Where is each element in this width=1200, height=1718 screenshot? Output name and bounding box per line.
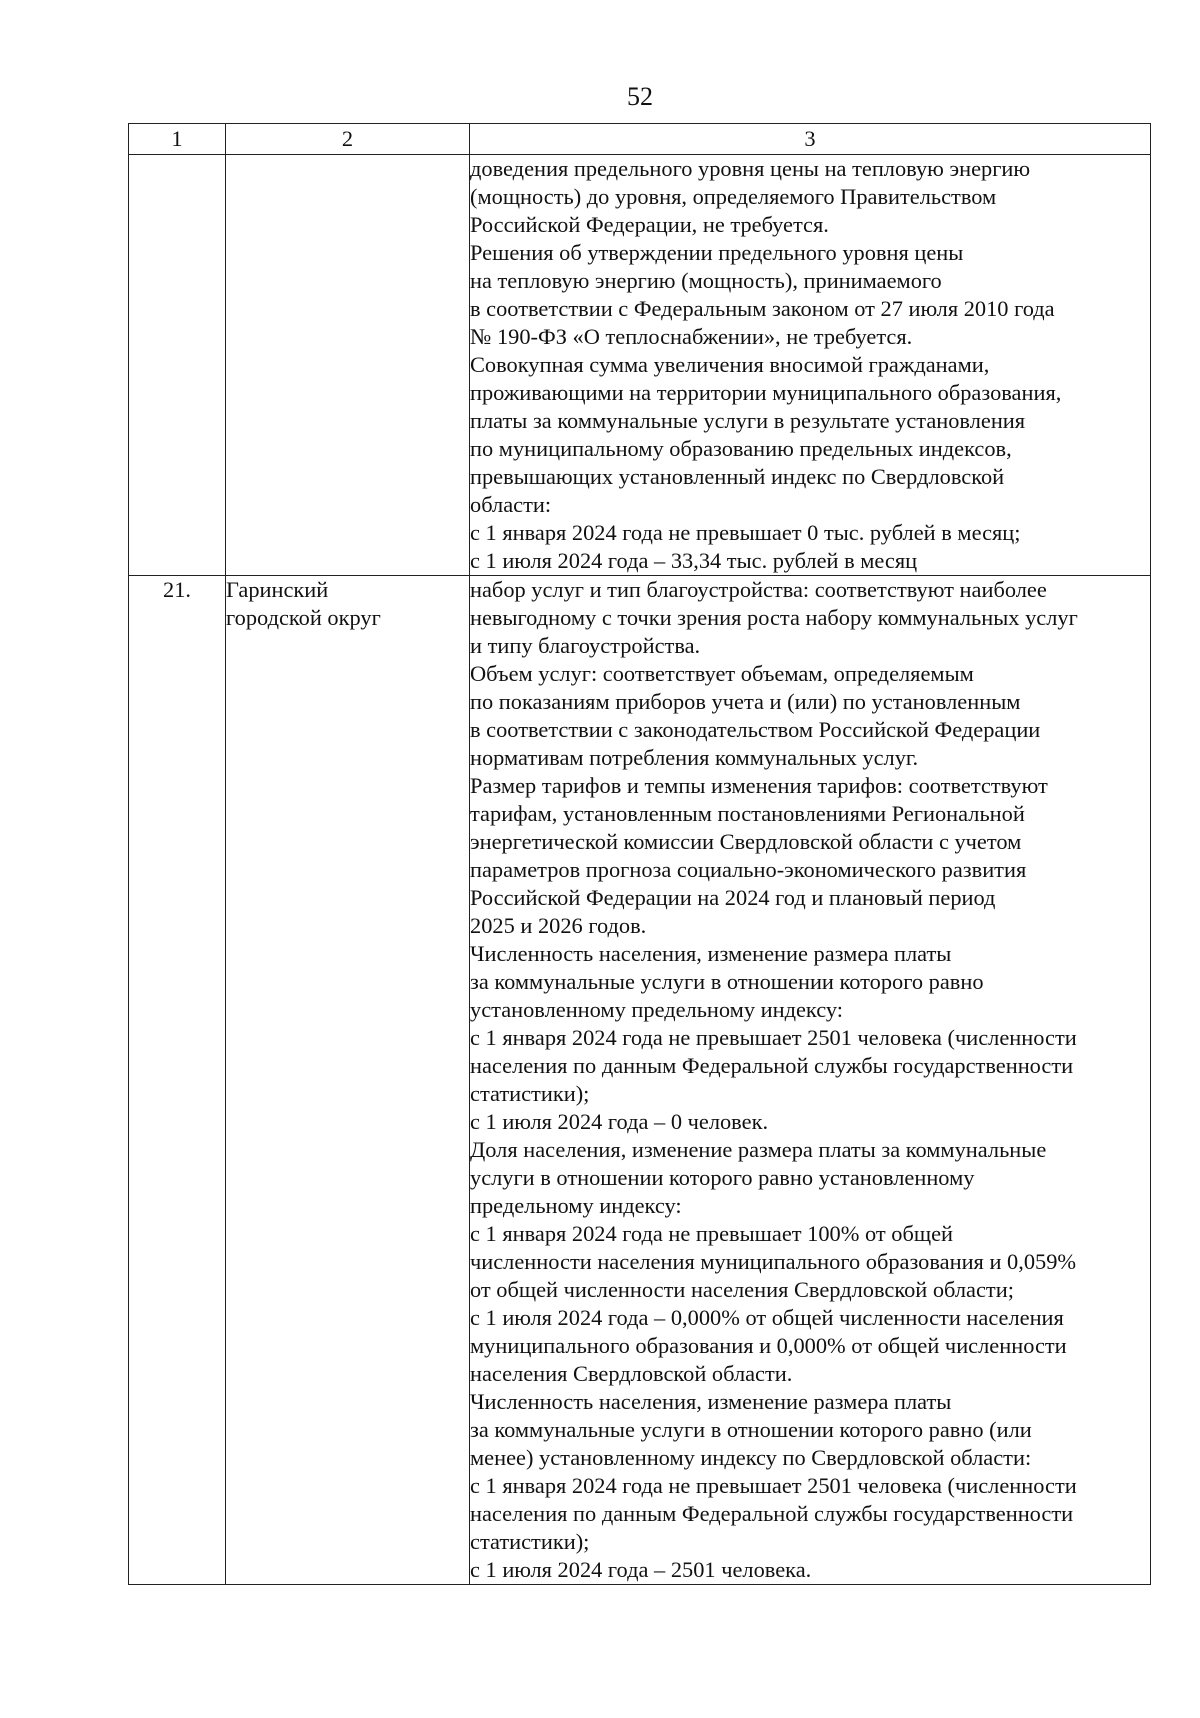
text-line: Объем услуг: соответствует объемам, определяемым [470, 661, 974, 686]
text-line: с 1 января 2024 года не превышает 0 тыс. рублей в месяц; [470, 520, 1021, 545]
text-line: статистики); [470, 1081, 590, 1106]
document-table [128, 123, 1151, 1585]
text-line: 2025 и 2026 годов. [470, 913, 647, 938]
text-line: и типу благоустройства. [470, 633, 701, 658]
text-line: Численность населения, изменение размера платы [470, 941, 952, 966]
text-line: Российской Федерации, не требуется. [470, 212, 829, 237]
text-line: Российской Федерации на 2024 год и плановый период [470, 885, 996, 910]
text-line: населения Свердловской области. [470, 1361, 793, 1386]
description-cell [470, 576, 1151, 1585]
text-line: с 1 января 2024 года не превышает 2501 человека (численности [470, 1473, 1077, 1498]
text-line: доведения предельного уровня цены на тепловую энергию [470, 156, 1031, 181]
table-row-continuation [129, 155, 1151, 576]
text-line: муниципального образования и 0,000% от общей численности [470, 1333, 1067, 1358]
text-line: платы за коммунальные услуги в результате установления [470, 408, 1026, 433]
text-line: численности населения муниципального образования и 0,059% [470, 1249, 1077, 1274]
table-row-21 [129, 576, 1151, 1585]
text-line: с 1 июля 2024 года – 0 человек. [470, 1109, 769, 1134]
text-line: населения по данным Федеральной службы государственности [470, 1501, 1074, 1526]
text-line: проживающими на территории муниципального образования, [470, 380, 1062, 405]
text-line: энергетической комиссии Свердловской области с учетом [470, 829, 1022, 854]
text-line: населения по данным Федеральной службы государственности [470, 1053, 1074, 1078]
text-line: с 1 июля 2024 года – 2501 человека. [470, 1557, 812, 1582]
text-line: Размер тарифов и темпы изменения тарифов: соответствуют [470, 773, 1048, 798]
text-line: по показаниям приборов учета и (или) по установленным [470, 689, 1021, 714]
row-number-cell [129, 155, 226, 576]
text-line: невыгодному с точки зрения роста набору коммунальных услуг [470, 605, 1078, 630]
text-line: с 1 июля 2024 года – 33,34 тыс. рублей в месяц [470, 548, 918, 573]
text-line: тарифам, установленным постановлениями Региональной [470, 801, 1025, 826]
text-line: Совокупная сумма увеличения вносимой гражданами, [470, 352, 990, 377]
text-line: области: [470, 492, 552, 517]
text-line: за коммунальные услуги в отношении которого равно (или [470, 1417, 1032, 1442]
description-cell [470, 155, 1151, 576]
text-line: Численность населения, изменение размера платы [470, 1389, 952, 1414]
text-line: нормативам потребления коммунальных услуг. [470, 745, 919, 770]
column-header-1: 1 [129, 124, 226, 155]
municipality-name-cell [226, 576, 470, 1585]
page-number: 52 [627, 82, 653, 111]
text-line: параметров прогноза социально-экономического развития [470, 857, 1027, 882]
text-line: по муниципальному образованию предельных индексов, [470, 436, 1012, 461]
text-line: № 190-ФЗ «О теплоснабжении», не требуется. [470, 324, 913, 349]
municipality-name-line: городской округ [226, 605, 381, 630]
text-line: в соответствии с законодательством Российской Федерации [470, 717, 1041, 742]
text-line: менее) установленному индексу по Свердловской области: [470, 1445, 1032, 1470]
text-line: с 1 января 2024 года не превышает 2501 человека (численности [470, 1025, 1077, 1050]
text-line: с 1 января 2024 года не превышает 100% от общей [470, 1221, 954, 1246]
column-header-2: 2 [226, 124, 470, 155]
text-line: (мощность) до уровня, определяемого Правительством [470, 184, 997, 209]
text-line: услуги в отношении которого равно установленному [470, 1165, 975, 1190]
text-line: набор услуг и тип благоустройства: соответствуют наиболее [470, 577, 1047, 602]
text-line: от общей численности населения Свердловской области; [470, 1277, 1014, 1302]
column-header-3: 3 [470, 124, 1151, 155]
text-line: предельному индексу: [470, 1193, 682, 1218]
text-line: статистики); [470, 1529, 590, 1554]
text-line: Решения об утверждении предельного уровня цены [470, 240, 964, 265]
text-line: превышающих установленный индекс по Свердловской [470, 464, 1005, 489]
municipality-name-cell [226, 155, 470, 576]
row-number-cell: 21. [129, 576, 226, 1585]
text-line: на тепловую энергию (мощность), принимаемого [470, 268, 942, 293]
text-line: установленному предельному индексу: [470, 997, 844, 1022]
text-line: с 1 июля 2024 года – 0,000% от общей численности населения [470, 1305, 1064, 1330]
text-line: Доля населения, изменение размера платы за коммунальные [470, 1137, 1047, 1162]
municipality-name-line: Гаринский [226, 577, 329, 602]
table-header-row [129, 124, 1151, 155]
text-line: в соответствии с Федеральным законом от 27 июля 2010 года [470, 296, 1055, 321]
text-line: за коммунальные услуги в отношении которого равно [470, 969, 984, 994]
